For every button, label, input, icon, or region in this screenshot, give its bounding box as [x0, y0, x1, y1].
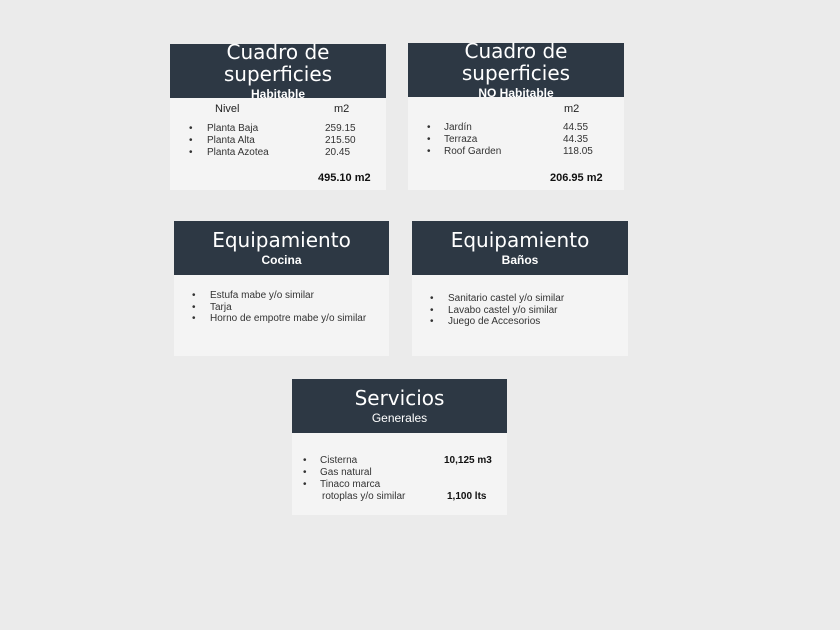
- table-row: [170, 135, 386, 147]
- bullet: •: [303, 467, 307, 478]
- item-label-cont: rotoplas y/o similar: [322, 491, 406, 502]
- card-header: [412, 221, 628, 275]
- col-header-nivel: Nivel: [215, 103, 240, 115]
- bullet: •: [427, 122, 431, 133]
- list-item: [192, 302, 367, 314]
- card-body: [408, 97, 624, 190]
- row-value: 20.45: [325, 147, 351, 158]
- bullet: •: [427, 146, 431, 157]
- card-body: [292, 433, 507, 515]
- bullet: •: [192, 290, 196, 301]
- list-item: [192, 290, 367, 302]
- row-name: Jardín: [444, 122, 472, 133]
- item-label: Sanitario castel y/o similar: [448, 293, 565, 304]
- col-header-m2: m2: [564, 103, 580, 115]
- list-item: [192, 313, 367, 325]
- card-subtitle: Baños: [501, 253, 539, 267]
- item-label: Tinaco marca: [320, 479, 381, 490]
- item-label: Gas natural: [320, 467, 372, 478]
- card-subtitle: Habitable: [250, 87, 305, 101]
- table-row: [408, 146, 624, 158]
- equipment-list: [430, 293, 620, 328]
- item-value: 1,100 lts: [447, 491, 487, 502]
- row-name: Planta Baja: [207, 123, 259, 134]
- list-item: [430, 305, 620, 317]
- bullet: •: [303, 479, 307, 490]
- bullet: •: [189, 123, 193, 134]
- item-label: Estufa mabe y/o similar: [210, 290, 314, 301]
- row-value: 259.15: [325, 123, 356, 134]
- card-servicios-generales: [292, 379, 507, 515]
- bullet: •: [192, 301, 196, 313]
- card-header: [408, 39, 624, 100]
- total-value: 206.95 m2: [550, 172, 603, 184]
- row-name: Roof Garden: [444, 146, 502, 157]
- bullet: •: [427, 134, 431, 145]
- bullet: •: [430, 304, 434, 316]
- row-value: 118.05: [563, 146, 593, 157]
- card-title: Equipamiento: [450, 228, 590, 252]
- card-body: [412, 275, 628, 356]
- row-value: 44.55: [563, 122, 589, 133]
- card-title: Cuadro de superficies: [223, 40, 333, 86]
- row-name: Planta Azotea: [207, 147, 269, 158]
- bullet: •: [189, 147, 193, 158]
- row-name: Terraza: [444, 134, 478, 145]
- list-item-continuation: [292, 491, 507, 503]
- card-header: [170, 40, 386, 101]
- card-equipamiento-banos: [412, 221, 628, 356]
- card-subtitle: NO Habitable: [478, 86, 554, 100]
- bullet: •: [303, 455, 307, 466]
- card-header: [174, 221, 389, 275]
- item-value: 10,125 m3: [444, 455, 492, 466]
- item-label: Cisterna: [320, 455, 358, 466]
- item-label: Tarja: [210, 301, 232, 313]
- list-item: [292, 467, 507, 479]
- card-body: [174, 275, 389, 356]
- total-value: 495.10 m2: [318, 172, 371, 184]
- table-row: [408, 134, 624, 146]
- bullet: •: [189, 135, 193, 146]
- item-label: Lavabo castel y/o similar: [448, 304, 558, 316]
- row-value: 44.35: [563, 134, 589, 145]
- card-header: [292, 379, 507, 433]
- card-superficies-no-habitable: [408, 39, 624, 190]
- card-title: Servicios: [354, 386, 445, 410]
- equipment-list: [192, 290, 367, 325]
- card-body: [170, 98, 386, 190]
- item-label: Juego de Accesorios: [448, 316, 541, 327]
- row-name: Planta Alta: [207, 135, 255, 146]
- card-title: Equipamiento: [212, 228, 351, 252]
- table-row: [408, 122, 624, 134]
- list-item: [292, 455, 507, 467]
- list-item: [292, 479, 507, 491]
- list-item: [430, 293, 620, 305]
- list-item: [430, 316, 620, 328]
- card-subtitle: Generales: [371, 411, 428, 425]
- card-title: Cuadro de superficies: [461, 39, 571, 85]
- table-row: [170, 147, 386, 159]
- item-label: Horno de empotre mabe y/o similar: [210, 313, 367, 324]
- row-value: 215.50: [325, 135, 356, 146]
- card-superficies-habitable: [170, 40, 386, 190]
- bullet: •: [430, 293, 434, 304]
- bullet: •: [192, 313, 196, 324]
- col-header-m2: m2: [334, 103, 350, 115]
- card-subtitle: Cocina: [261, 253, 302, 267]
- card-equipamiento-cocina: [174, 221, 389, 356]
- bullet: •: [430, 316, 434, 327]
- table-row: [170, 123, 386, 135]
